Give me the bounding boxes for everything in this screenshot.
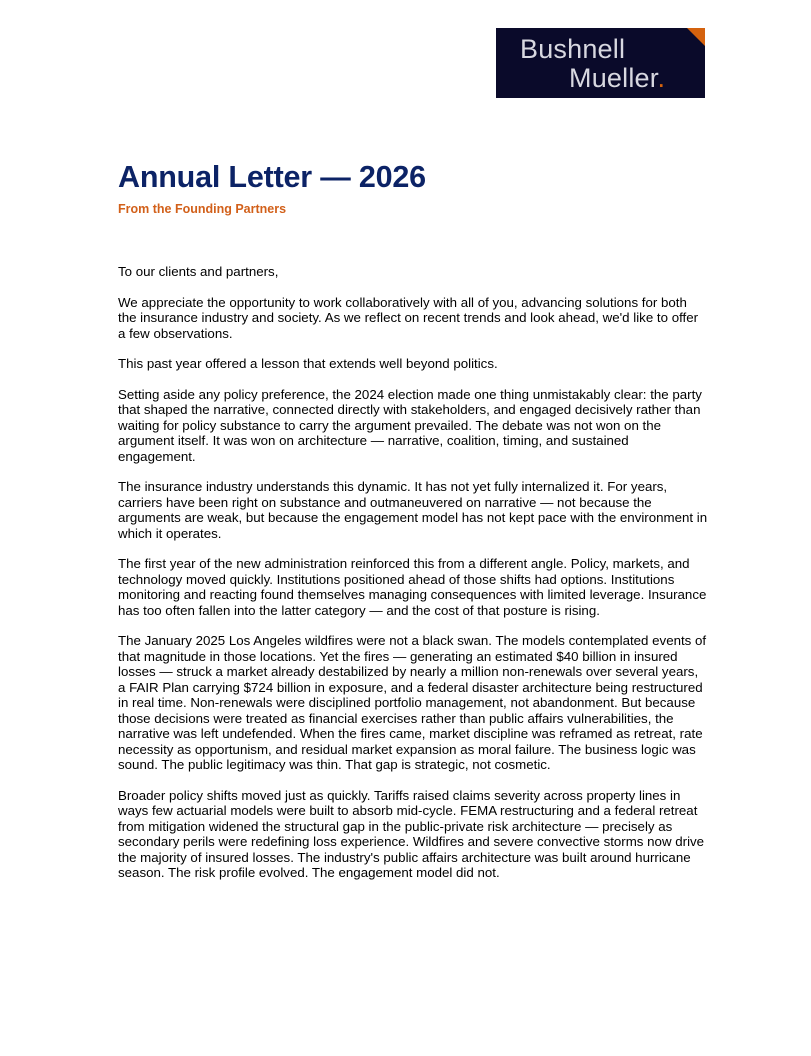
page-subtitle: From the Founding Partners — [118, 202, 287, 216]
paragraph: Broader policy shifts moved just as quickly. Tariffs raised claims severity across property lines in ways few actuarial models were built to absorb mid-cycle. FEMA restructuring and a federal retreat from mitigation widened the structural gap in the public-private risk architecture — precisely as secondary perils were redefining loss experience. Wildfires and severe convective storms now drive the majority of insured losses. The industry's public affairs architecture was built around hurricane season. The risk profile evolved. The engagement model did not. — [118, 787, 705, 880]
paragraph: The first year of the new administration reinforced this from a different angle. Policy, markets, and technology moved quickly. Institutions positioned ahead of those shifts had options. Institutions monitoring and reacting found themselves managing consequences with limited leverage. Insurance has too often fallen into the latter category — and the cost of that posture is rising. — [118, 556, 707, 618]
logo-corner-accent — [687, 28, 705, 46]
letter-body — [118, 264, 708, 896]
logo-dot: . — [657, 63, 666, 93]
paragraph: This past year offered a lesson that extends well beyond politics. — [118, 356, 498, 371]
paragraph: The January 2025 Los Angeles wildfires were not a black swan. The models contemplated events of that magnitude in those locations. Yet the fires — generating an estimated $40 billion in insured losses — struck a market already destabilized by nearly a million non-renewals over several years, a FAIR Plan carrying $724 billion in exposure, and a federal disaster architecture being restructured in real time. Non-renewals were disciplined portfolio management, not abandonment. But because those decisions were treated as financial exercises rather than public affairs vulnerabilities, the narrative was left undefended. When the fires came, market discipline was reframed as retreat, rate necessity as opportunism, and residual market expansion as moral failure. The business logic was sound. The public legitimacy was thin. That gap is strategic, not cosmetic. — [118, 633, 707, 772]
page-title: Annual Letter — 2026 — [118, 160, 426, 194]
logo-line-2 — [569, 63, 665, 93]
company-logo — [496, 28, 705, 98]
paragraph: The insurance industry understands this dynamic. It has not yet fully internalized it. For years, carriers have been right on substance and outmaneuvered on narrative — not because the arguments are weak, but because the engagement model has not kept pace with the environment in which it operates. — [118, 479, 708, 541]
paragraph: We appreciate the opportunity to work collaboratively with all of you, advancing solutions for both the insurance industry and society. As we reflect on recent trends and look ahead, we'd like to offer a few observations. — [118, 294, 699, 341]
paragraph: Setting aside any policy preference, the 2024 election made one thing unmistakably clear: the party that shaped the narrative, connected directly with stakeholders, and engaged decisively rather than waiting for policy substance to carry the argument prevailed. The debate was not won on the argument itself. It was won on architecture — narrative, coalition, timing, and sustained engagement. — [118, 386, 702, 464]
logo-line-1: Bushnell — [520, 34, 626, 64]
logo-line-2-text: Mueller — [569, 63, 658, 93]
salutation: To our clients and partners, — [118, 264, 279, 279]
